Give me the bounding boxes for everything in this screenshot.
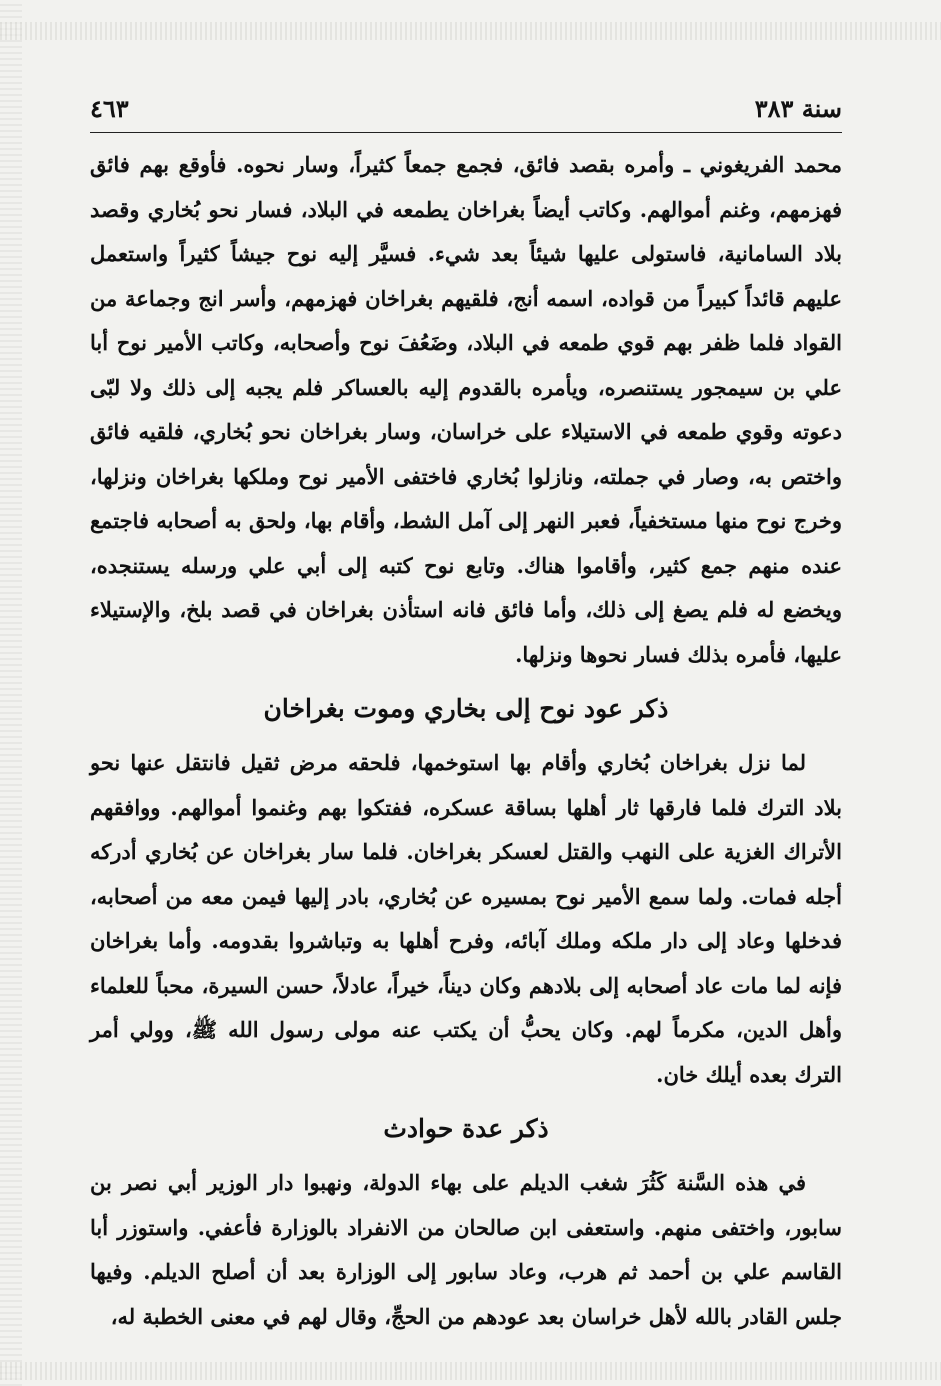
- scan-edge-bottom: [0, 1362, 941, 1380]
- paragraph-1: محمد الفريغوني ـ وأمره بقصد فائق، فجمع جمعاً كثيراً، وسار نحوه. فأوقع بهم فائق فهزمهم، وغنم أموالهم. وكاتب أيضاً بغراخان يطمعه في البلاد، فسار نحو بُخاري وقصد بلاد السامانية، فاستولى عليها شيئاً بعد شيء. فسيَّر إليه نوح جيشاً كثيراً واستعمل عليهم قائداً كبيراً من قواده، اسمه أنج، فلقيهم بغراخان فهزمهم، وأسر انج وجماعة من القواد فلما ظفر بهم قوي طمعه في البلاد، وضَعُفَ نوح وأصحابه، وكاتب الأمير نوح أبا علي بن سيمجور يستنصره، ويأمره بالقدوم إليه بالعساكر فلم يجبه إلى ذلك ولا لبّى دعوته وقوي طمعه في الاستيلاء على خراسان، وسار بغراخان نحو بُخاري، فلقيه فائق واختص به، وصار في جملته، ونازلوا بُخاري فاختفى الأمير نوح وملكها بغراخان ونزلها، وخرج نوح منها مستخفياً، فعبر النهر إلى آمل الشط، وأقام بها، ولحق به أصحابه فاجتمع عنده منهم جمع كثير، وأقاموا هناك. وتابع نوح كتبه إلى أبي علي ورسله يستنجده، ويخضع له فلم يصغ إلى ذلك، وأما فائق فانه استأذن بغراخان في قصد بلخ، والإستيلاء عليها، فأمره بذلك فسار نحوها ونزلها.: [90, 152, 842, 667]
- page-header: [90, 88, 842, 133]
- scan-edge-top: [0, 22, 941, 40]
- running-title: سنة ٣٨٣: [754, 94, 842, 123]
- scan-edge-left: [0, 0, 22, 1386]
- section-heading-1: ذكر عود نوح إلى بخاري وموت بغراخان: [263, 694, 669, 723]
- paragraph-2: لما نزل بغراخان بُخاري وأقام بها استوخمها، فلحقه مرض ثقيل فانتقل عنها نحو بلاد الترك فلما فارقها ثار أهلها بساقة عسكره، ففتكوا بهم وغنموا أموالهم. ووافقهم الأتراك الغزية على النهب والقتل لعسكر بغراخان. فلما سار بغراخان عن بُخاري أدركه أجله فمات. ولما سمع الأمير نوح بمسيره عن بُخاري، بادر إليها فيمن معه من أصحابه، فدخلها وعاد إلى دار ملكه وملك آبائه، وفرح أهلها به وتباشروا بقدومه. وأما بغراخان فإنه لما مات عاد أصحابه إلى بلادهم وكان ديناً، خيراً، عادلاً، حسن السيرة، محباً للعلماء وأهل الدين، مكرماً لهم. وكان يحبُّ أن يكتب عنه مولى رسول الله ﷺ، وولي أمر الترك بعده أيلك خان.: [90, 750, 842, 1087]
- section-heading-2: ذكر عدة حوادث: [383, 1114, 549, 1143]
- paragraph-3: في هذه السَّنة كَثُرَ شغب الديلم على بهاء الدولة، ونهبوا دار الوزير أبي نصر بن سابور، واختفى منهم. واستعفى ابن صالحان من الانفراد بالوزارة فأعفي. واستوزر أبا القاسم علي بن أحمد ثم هرب، وعاد سابور إلى الوزارة بعد أن أصلح الديلم. وفيها جلس القادر بالله لأهل خراسان بعد عودهم من الحجِّ، وقال لهم في معنى الخطبة له،: [90, 1170, 842, 1329]
- page-number: ٤٦٣: [90, 94, 129, 123]
- book-page: [90, 88, 842, 1328]
